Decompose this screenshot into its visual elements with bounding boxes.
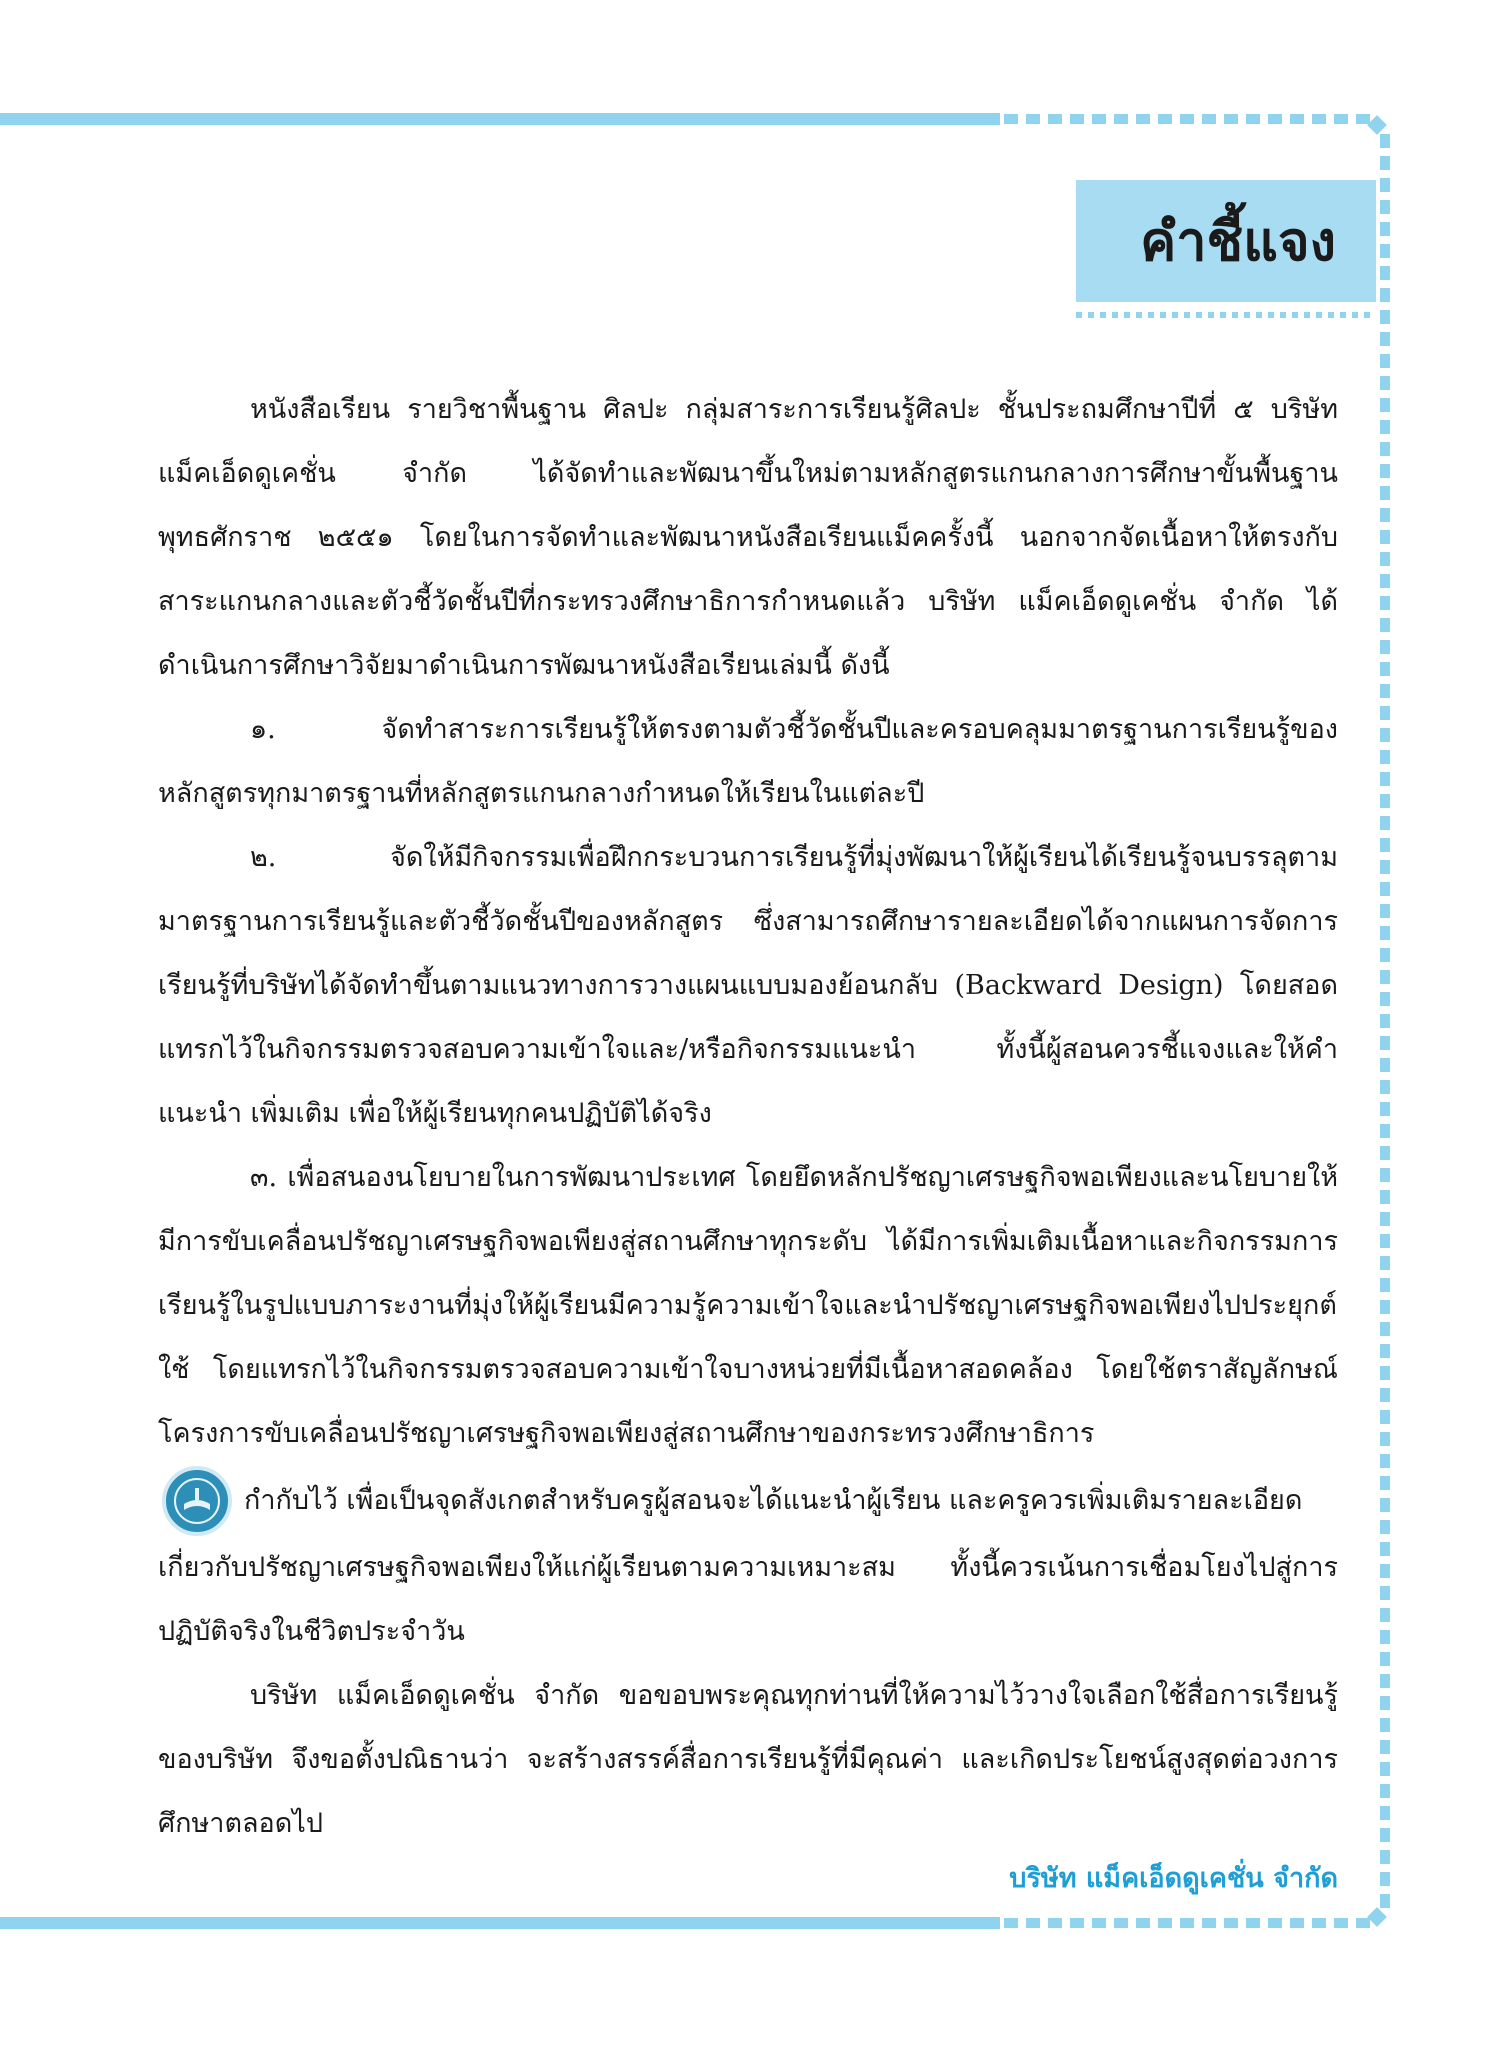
title-box <box>1076 180 1376 302</box>
closing-paragraph: บริษัท แม็คเอ็ดดูเคชั่น จำกัด ขอขอบพระคุณทุกท่านที่ให้ความไว้วางใจเลือกใช้สื่อการเรียนรู้ของบริษัท จึงขอตั้งปณิธานว่า จะสร้างสรรค์สื่อการเรียนรู้ที่มีคุณค่า และเกิดประโยชน์สูงสุดต่อวงการศึกษาตลอดไป <box>158 1680 1338 1839</box>
item-3-continuation: เกี่ยวกับปรัชญาเศรษฐกิจพอเพียงให้แก่ผู้เรียนตามความเหมาะสม ทั้งนี้ควรเน้นการเชื่อมโยงไปสู่การปฏิบัติจริงในชีวิตประจำวัน <box>158 1552 1338 1647</box>
top-border-bar <box>0 113 1000 125</box>
title-underline-dots <box>1076 312 1376 318</box>
right-border-dashes <box>1380 134 1390 1914</box>
emblem-line <box>158 1466 1338 1536</box>
bottom-border-bar <box>0 1917 1000 1929</box>
item-2-paragraph: ๒. จัดให้มีกิจกรรมเพื่อฝึกกระบวนการเรียนรู้ที่มุ่งพัฒนาให้ผู้เรียนได้เรียนรู้จนบรรลุตามมาตรฐานการเรียนรู้และตัวชี้วัดชั้นปีของหลักสูตร ซึ่งสามารถศึกษารายละเอียดได้จากแผนการจัดการเรียนรู้ที่บริษัทได้จัดทำขึ้นตามแนวทางการวางแผนแบบมองย้อนกลับ (Backward Design) โดยสอดแทรกไว้ในกิจกรรมตรวจสอบความเข้าใจและ/หรือกิจกรรมแนะนำ ทั้งนี้ผู้สอนควรชี้แจงและให้คำแนะนำ เพิ่มเติม เพื่อให้ผู้เรียนทุกคนปฏิบัติได้จริง <box>158 842 1338 1129</box>
top-border-dashes <box>1004 114 1372 124</box>
item-1-paragraph: ๑. จัดทำสาระการเรียนรู้ให้ตรงตามตัวชี้วัดชั้นปีและครอบคลุมมาตรฐานการเรียนรู้ของหลักสูตรทุกมาตรฐานที่หลักสูตรแกนกลางกำหนดให้เรียนในแต่ละปี <box>158 714 1338 809</box>
bottom-border-dashes <box>1004 1918 1372 1928</box>
intro-paragraph: หนังสือเรียน รายวิชาพื้นฐาน ศิลปะ กลุ่มสาระการเรียนรู้ศิลปะ ชั้นประถมศึกษาปีที่ ๕ บริษัท แม็คเอ็ดดูเคชั่น จำกัด ได้จัดทำและพัฒนาขึ้นใหม่ตามหลักสูตรแกนกลางการศึกษาขั้นพื้นฐาน พุทธศักราช ๒๕๕๑ โดยในการจัดทำและพัฒนาหนังสือเรียนแม็คครั้งนี้ นอกจากจัดเนื้อหาให้ตรงกับสาระแกนกลางและตัวชี้วัดชั้นปีที่กระทรวงศึกษาธิการกำหนดแล้ว บริษัท แม็คเอ็ดดูเคชั่น จำกัด ได้ดำเนินการศึกษาวิจัยมาดำเนินการพัฒนาหนังสือเรียนเล่มนี้ ดังนี้ <box>158 394 1338 681</box>
document-body <box>158 378 1338 1856</box>
signature-company: บริษัท แม็คเอ็ดดูเคชั่น จำกัด <box>1009 1863 1338 1894</box>
item-3-paragraph: ๓. เพื่อสนองนโยบายในการพัฒนาประเทศ โดยยึดหลักปรัชญาเศรษฐกิจพอเพียงและนโยบายให้มีการขับเคลื่อนปรัชญาเศรษฐกิจพอเพียงสู่สถานศึกษาทุกระดับ ได้มีการเพิ่มเติมเนื้อหาและกิจกรรมการเรียนรู้ในรูปแบบภาระงานที่มุ่งให้ผู้เรียนมีความรู้ความเข้าใจและนำปรัชญาเศรษฐกิจพอเพียงไปประยุกต์ใช้ โดยแทรกไว้ในกิจกรรมตรวจสอบความเข้าใจบางหน่วยที่มีเนื้อหาสอดคล้อง โดยใช้ตราสัญลักษณ์โครงการขับเคลื่อนปรัชญาเศรษฐกิจพอเพียงสู่สถานศึกษาของกระทรวงศึกษาธิการ <box>158 1162 1338 1449</box>
page-title: คำชี้แจง <box>1140 210 1336 273</box>
item-3-emblem-text: กำกับไว้ เพื่อเป็นจุดสังเกตสำหรับครูผู้สอนจะได้แนะนำผู้เรียน และครูควรเพิ่มเติมรายละเอียด <box>244 1485 1303 1516</box>
sufficiency-economy-emblem-icon <box>162 1466 232 1536</box>
